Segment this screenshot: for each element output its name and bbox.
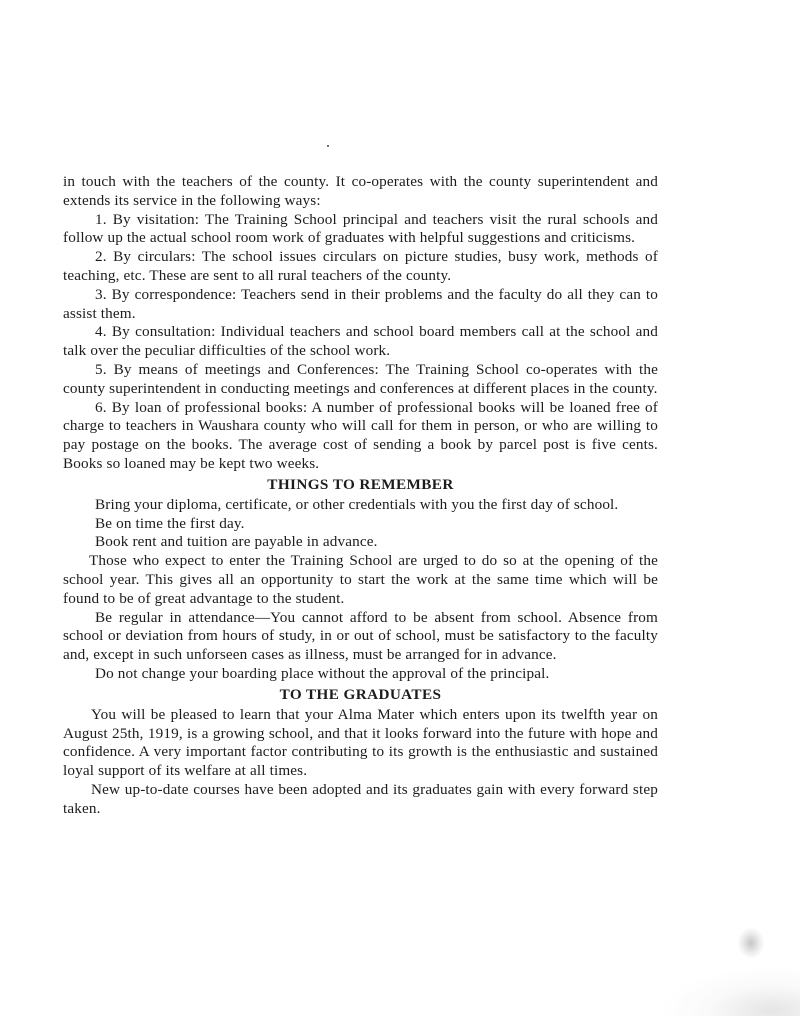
paragraph-continuation: in touch with the teachers of the county. It co-operates with the county superintendent and extends its service in the following ways: <box>63 173 658 209</box>
paragraph-boarding-place: Do not change your boarding place without the approval of the principal. <box>95 664 550 682</box>
paragraph-visitation: 1. By visitation: The Training School principal and teachers visit the rural schools and follow up the actual school room work of graduates with helpful suggestions and criticisms. <box>63 210 658 247</box>
scan-smudge <box>738 928 764 958</box>
paragraph-meetings: 5. By means of meetings and Conferences: The Training School co-operates with the county superintendent in conducting meetings and conferences at different places in the county. <box>63 360 658 397</box>
paragraph-bring-diploma: Bring your diploma, certificate, or other credentials with you the first day of school. <box>95 495 619 513</box>
paragraph-attendance: Be regular in attendance—You cannot afford to be absent from school. Absence from school or deviation from hours of study, in or out of school, must be satisfactory to the faculty and, except in such unforseen cases as illness, must be arranged for in advance. <box>63 608 658 664</box>
document-body <box>63 173 658 819</box>
scan-corner-noise <box>660 966 800 1016</box>
paragraph-opening-of-year: Those who expect to enter the Training School are urged to do so at the opening of the school year. This gives all an opportunity to start the work at the same time which will be found to be of great advantage to the student. <box>63 552 658 607</box>
heading-to-the-graduates: TO THE GRADUATES <box>279 685 442 703</box>
paragraph-alma-mater: You will be pleased to learn that your Alma Mater which enters upon its twelfth year on August 25th, 1919, is a growing school, and that it looks forward into the future with hope and confidence. A very important factor contributing to its growth is the enthusiastic and sustained loyal support of its welfare at all times. <box>63 705 658 780</box>
paragraph-consultation: 4. By consultation: Individual teachers and school board members call at the school and talk over the peculiar difficulties of the school work. <box>63 323 658 360</box>
paragraph-book-rent: Book rent and tuition are payable in advance. <box>95 533 378 551</box>
paragraph-circulars: 2. By circulars: The school issues circulars on picture studies, busy work, methods of teaching, etc. These are sent to all rural teachers of the county. <box>63 248 658 284</box>
ink-speck <box>327 145 329 147</box>
paragraph-new-courses: New up-to-date courses have been adopted and its graduates gain with every forward step taken. <box>63 780 658 817</box>
heading-things-to-remember: THINGS TO REMEMBER <box>267 475 454 493</box>
paragraph-loan-of-books: 6. By loan of professional books: A number of professional books will be loaned free of charge to teachers in Waushara county who will call for them in person, or who are willing to pay postage on the books. The average cost of sending a book by parcel post is five cents. Books so loaned may be kept two weeks. <box>63 398 658 472</box>
paragraph-correspondence: 3. By correspondence: Teachers send in their problems and the faculty do all they can to assist them. <box>63 285 658 322</box>
paragraph-be-on-time: Be on time the first day. <box>95 514 245 532</box>
